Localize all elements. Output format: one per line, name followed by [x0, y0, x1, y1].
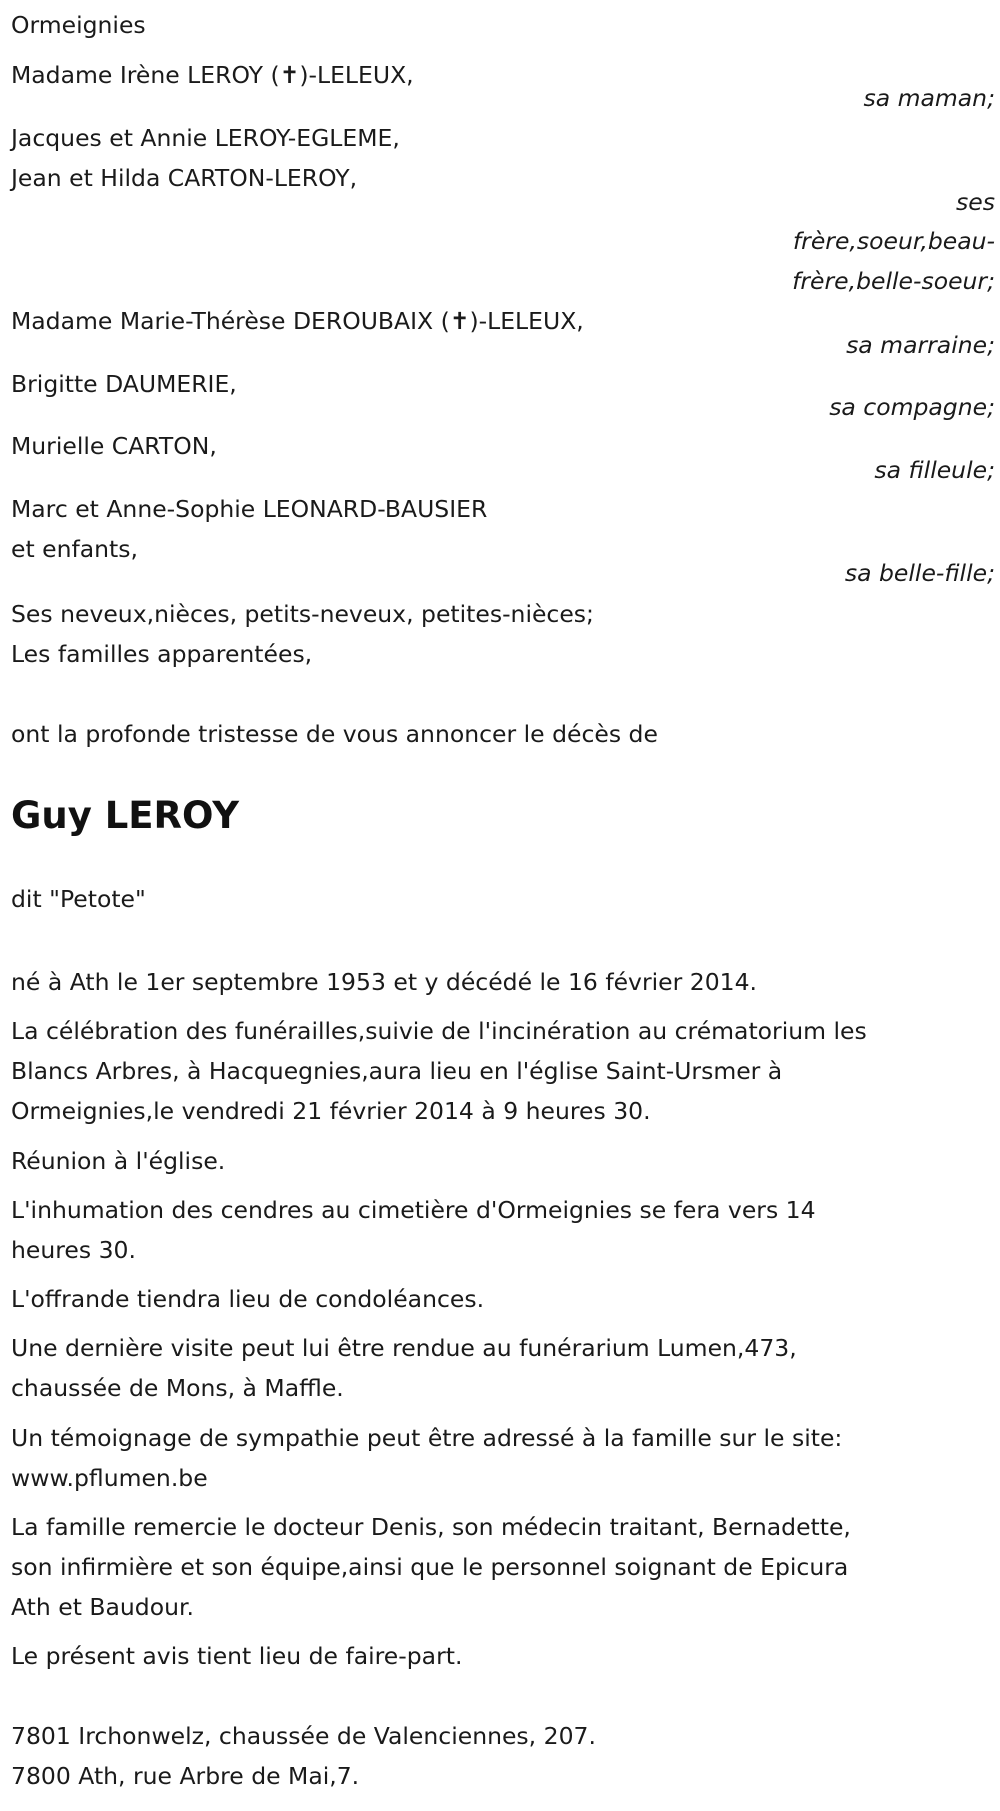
thanks-paragraph: Ath et Baudour.: [11, 1593, 194, 1621]
mourner-relation: ses: [956, 188, 995, 216]
mourner-relation: sa filleule;: [874, 456, 995, 484]
offering-paragraph: L'offrande tiendra lieu de condoléances.: [11, 1285, 485, 1313]
meeting-paragraph: Réunion à l'église.: [11, 1147, 226, 1175]
mourner-relation: sa belle-fille;: [844, 559, 995, 587]
burial-paragraph: heures 30.: [11, 1236, 136, 1264]
announcement: ont la profonde tristesse de vous annoncer le décès de: [11, 720, 658, 748]
mourner-name: Murielle CARTON,: [11, 432, 217, 460]
sympathy-paragraph: Un témoignage de sympathie peut être adressé à la famille sur le site:: [11, 1424, 843, 1452]
mourner-relation: frère,soeur,beau-: [792, 227, 995, 255]
mourner-name: Madame Marie-Thérèse DEROUBAIX (✝)-LELEUX,: [11, 307, 584, 335]
burial-paragraph: L'inhumation des cendres au cimetière d'Ormeignies se fera vers 14: [11, 1196, 816, 1224]
mourner-relation: frère,belle-soeur;: [792, 267, 995, 295]
mourner-relation: sa compagne;: [829, 393, 995, 421]
thanks-paragraph: La famille remercie le docteur Denis, son médecin traitant, Bernadette,: [11, 1513, 851, 1541]
mourner-name: Marc et Anne-Sophie LEONARD-BAUSIER: [11, 495, 488, 523]
mourner-name: Madame Irène LEROY (✝)-LELEUX,: [11, 61, 414, 89]
address-line: 7800 Ath, rue Arbre de Mai,7.: [11, 1762, 360, 1790]
mourner-name: et enfants,: [11, 535, 138, 563]
funeral-paragraph: Ormeignies,le vendredi 21 février 2014 à 9 heures 30.: [11, 1097, 651, 1125]
visit-paragraph: Une dernière visite peut lui être rendue au funérarium Lumen,473,: [11, 1334, 797, 1362]
mourner-name: Jean et Hilda CARTON-LEROY,: [11, 164, 358, 192]
address-line: 7801 Irchonwelz, chaussée de Valenciennes, 207.: [11, 1722, 596, 1750]
sympathy-link[interactable]: www.pflumen.be: [11, 1464, 208, 1492]
funeral-paragraph: La célébration des funérailles,suivie de l'incinération au crématorium les: [11, 1017, 867, 1045]
nickname: dit "Petote": [11, 885, 146, 913]
extended-family-line: Ses neveux,nièces, petits-neveux, petites-nièces;: [11, 600, 594, 628]
birth-death-line: né à Ath le 1er septembre 1953 et y décédé le 16 février 2014.: [11, 968, 758, 996]
visit-paragraph: chaussée de Mons, à Maffle.: [11, 1374, 344, 1402]
extended-family-line: Les familles apparentées,: [11, 640, 313, 668]
mourner-name: Jacques et Annie LEROY-EGLEME,: [11, 124, 400, 152]
deceased-name: Guy LEROY: [11, 794, 239, 837]
town-name: Ormeignies: [11, 11, 146, 39]
mourner-name: Brigitte DAUMERIE,: [11, 370, 237, 398]
closing-paragraph: Le présent avis tient lieu de faire-part.: [11, 1642, 463, 1670]
mourner-relation: sa maman;: [863, 84, 995, 112]
mourner-relation: sa marraine;: [846, 331, 995, 359]
thanks-paragraph: son infirmière et son équipe,ainsi que le personnel soignant de Epicura: [11, 1553, 849, 1581]
funeral-paragraph: Blancs Arbres, à Hacquegnies,aura lieu en l'église Saint-Ursmer à: [11, 1057, 783, 1085]
